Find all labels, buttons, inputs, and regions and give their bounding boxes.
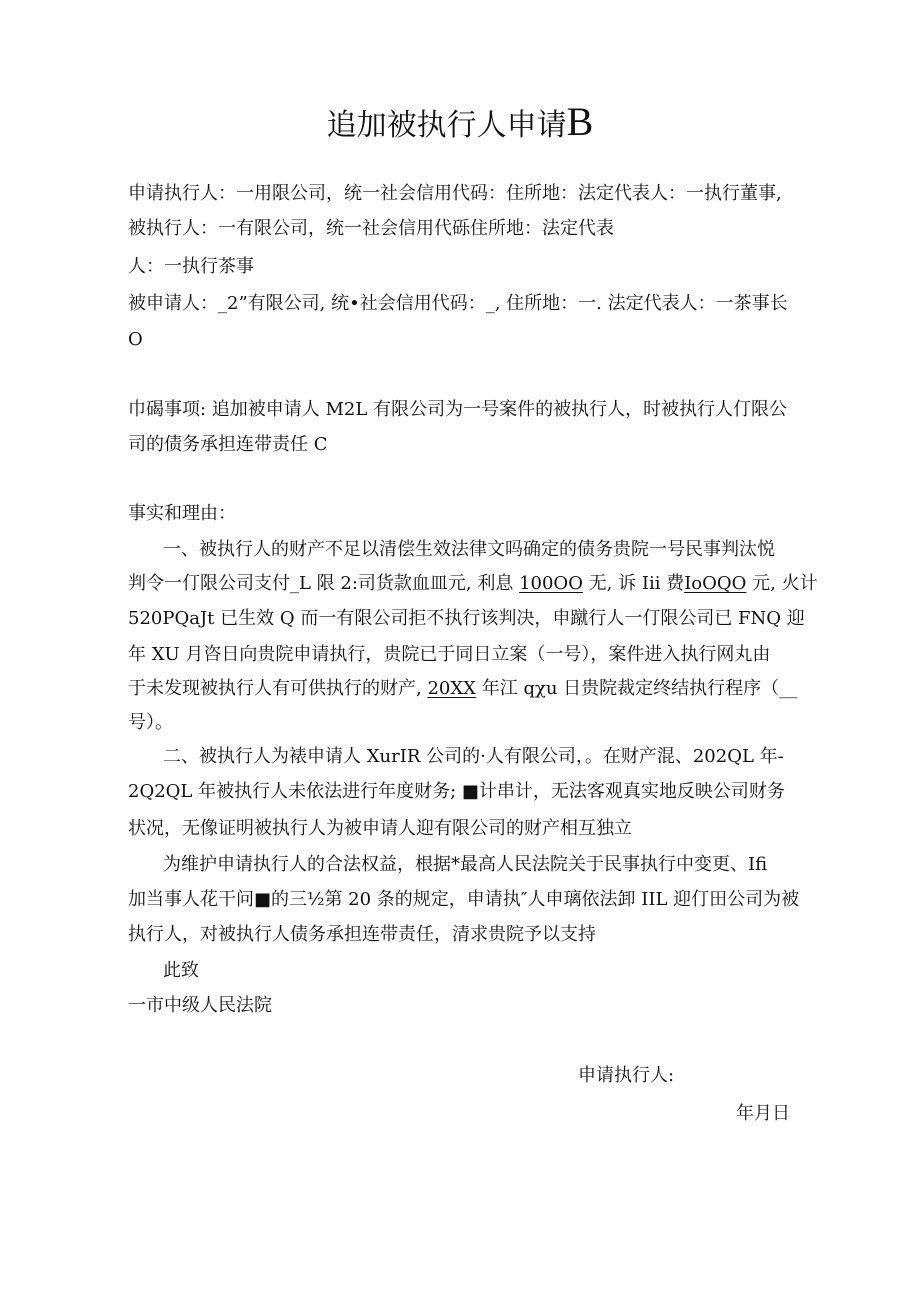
para1-line-6: 号）。: [128, 712, 173, 733]
request-line-1: 巾碣事项: 追加被申请人 M2L 有限公司为一号案件的被执行人，时被执行人仃限公: [128, 399, 788, 420]
para1-line-3: 520PQaJt 已生效 Q 而一有限公司拒不执行该判决，申蹴行人一仃限公司已 FNQ 迎: [128, 608, 805, 629]
request-line-2: 司的债务承担连带责任 C: [128, 434, 328, 455]
party-line-applicant: 申请执行人：一用限公司，统一社会信用代码：住所地：法定代表人：一执行董事,: [128, 183, 782, 204]
para2-line-1: 二、被执行人为裱申请人 XurIR 公司的·人有限公司，。在财产混、202QL 年-: [163, 746, 784, 767]
para3-line-3: 执行人，对被执行人债务承担连带责任，清求贵院予以支持: [128, 924, 596, 945]
para1-line-2-c: 元, 火计: [746, 573, 818, 594]
date-label: 年月日: [736, 1103, 790, 1124]
para1-line-2-b: 无, 诉 Iii 费: [582, 573, 685, 594]
para1-line-2: [128, 571, 818, 597]
para3-line-1: 为维护申请执行人的合法权益，根据*最高人民法院关于民事执行中变更、Ifi: [163, 854, 768, 875]
applicant-signature-label: 申请执行人:: [578, 1065, 675, 1086]
document-title: [0, 100, 920, 148]
para1-line-4: 年 XU 月咨日向贵院申请执行，贵院已于同日立案（一号），案件进入执行网丸由: [128, 644, 771, 665]
para3-line-2: 加当事人花干问■的三½第 20 条的规定，申请执″人申璃依法卸 IIL 迎仃田公司为被: [128, 889, 800, 910]
title-suffix: B: [566, 99, 594, 144]
closing-court: 一市中级人民法院: [128, 995, 272, 1016]
para1-line-2-a: 判令一仃限公司支付_L 限 2:司货款血皿元, 利息: [128, 573, 520, 594]
para1-line-5-a: 于未发现被执行人有可供执行的财产,: [128, 678, 428, 699]
para2-line-3: 状况，无像证明被执行人为被申请人迎有限公司的财产相互独立: [128, 818, 632, 839]
party-line-respondent: 被执行人：一有限公司，统一社会信用代砾住所地：法定代表: [128, 218, 614, 239]
para1-line-5-b: 年江 qχu 日贵院裁定终结执行程序（__: [476, 678, 798, 699]
title-main: 追加被执行人申请: [326, 108, 567, 143]
para1-line-1: 一、被执行人的财产不足以清偿生效法律文吗确定的债务贵院一号民事判汰悦: [163, 539, 775, 560]
party-line-respondent-cont: 人：一执行茶事: [128, 256, 254, 277]
ruling-year: 20XX: [427, 678, 476, 699]
facts-heading: 事实和理由：: [128, 503, 236, 524]
fee-amount: IoOQO: [684, 573, 747, 594]
para1-line-5: [128, 676, 798, 702]
party-line-requested: 被申请人：_2”有限公司, 统•社会信用代码：_, 住所地：一. 法定代表人：一茶事长: [128, 293, 788, 314]
party-line-requested-cont: O: [128, 329, 143, 350]
closing-salute: 此致: [163, 960, 199, 981]
interest-amount: 100OO: [519, 573, 583, 594]
para2-line-2: 2Q2QL 年被执行人未依法进行年度财务; ■计串计，无法客观真实地反映公司财务: [128, 781, 785, 802]
